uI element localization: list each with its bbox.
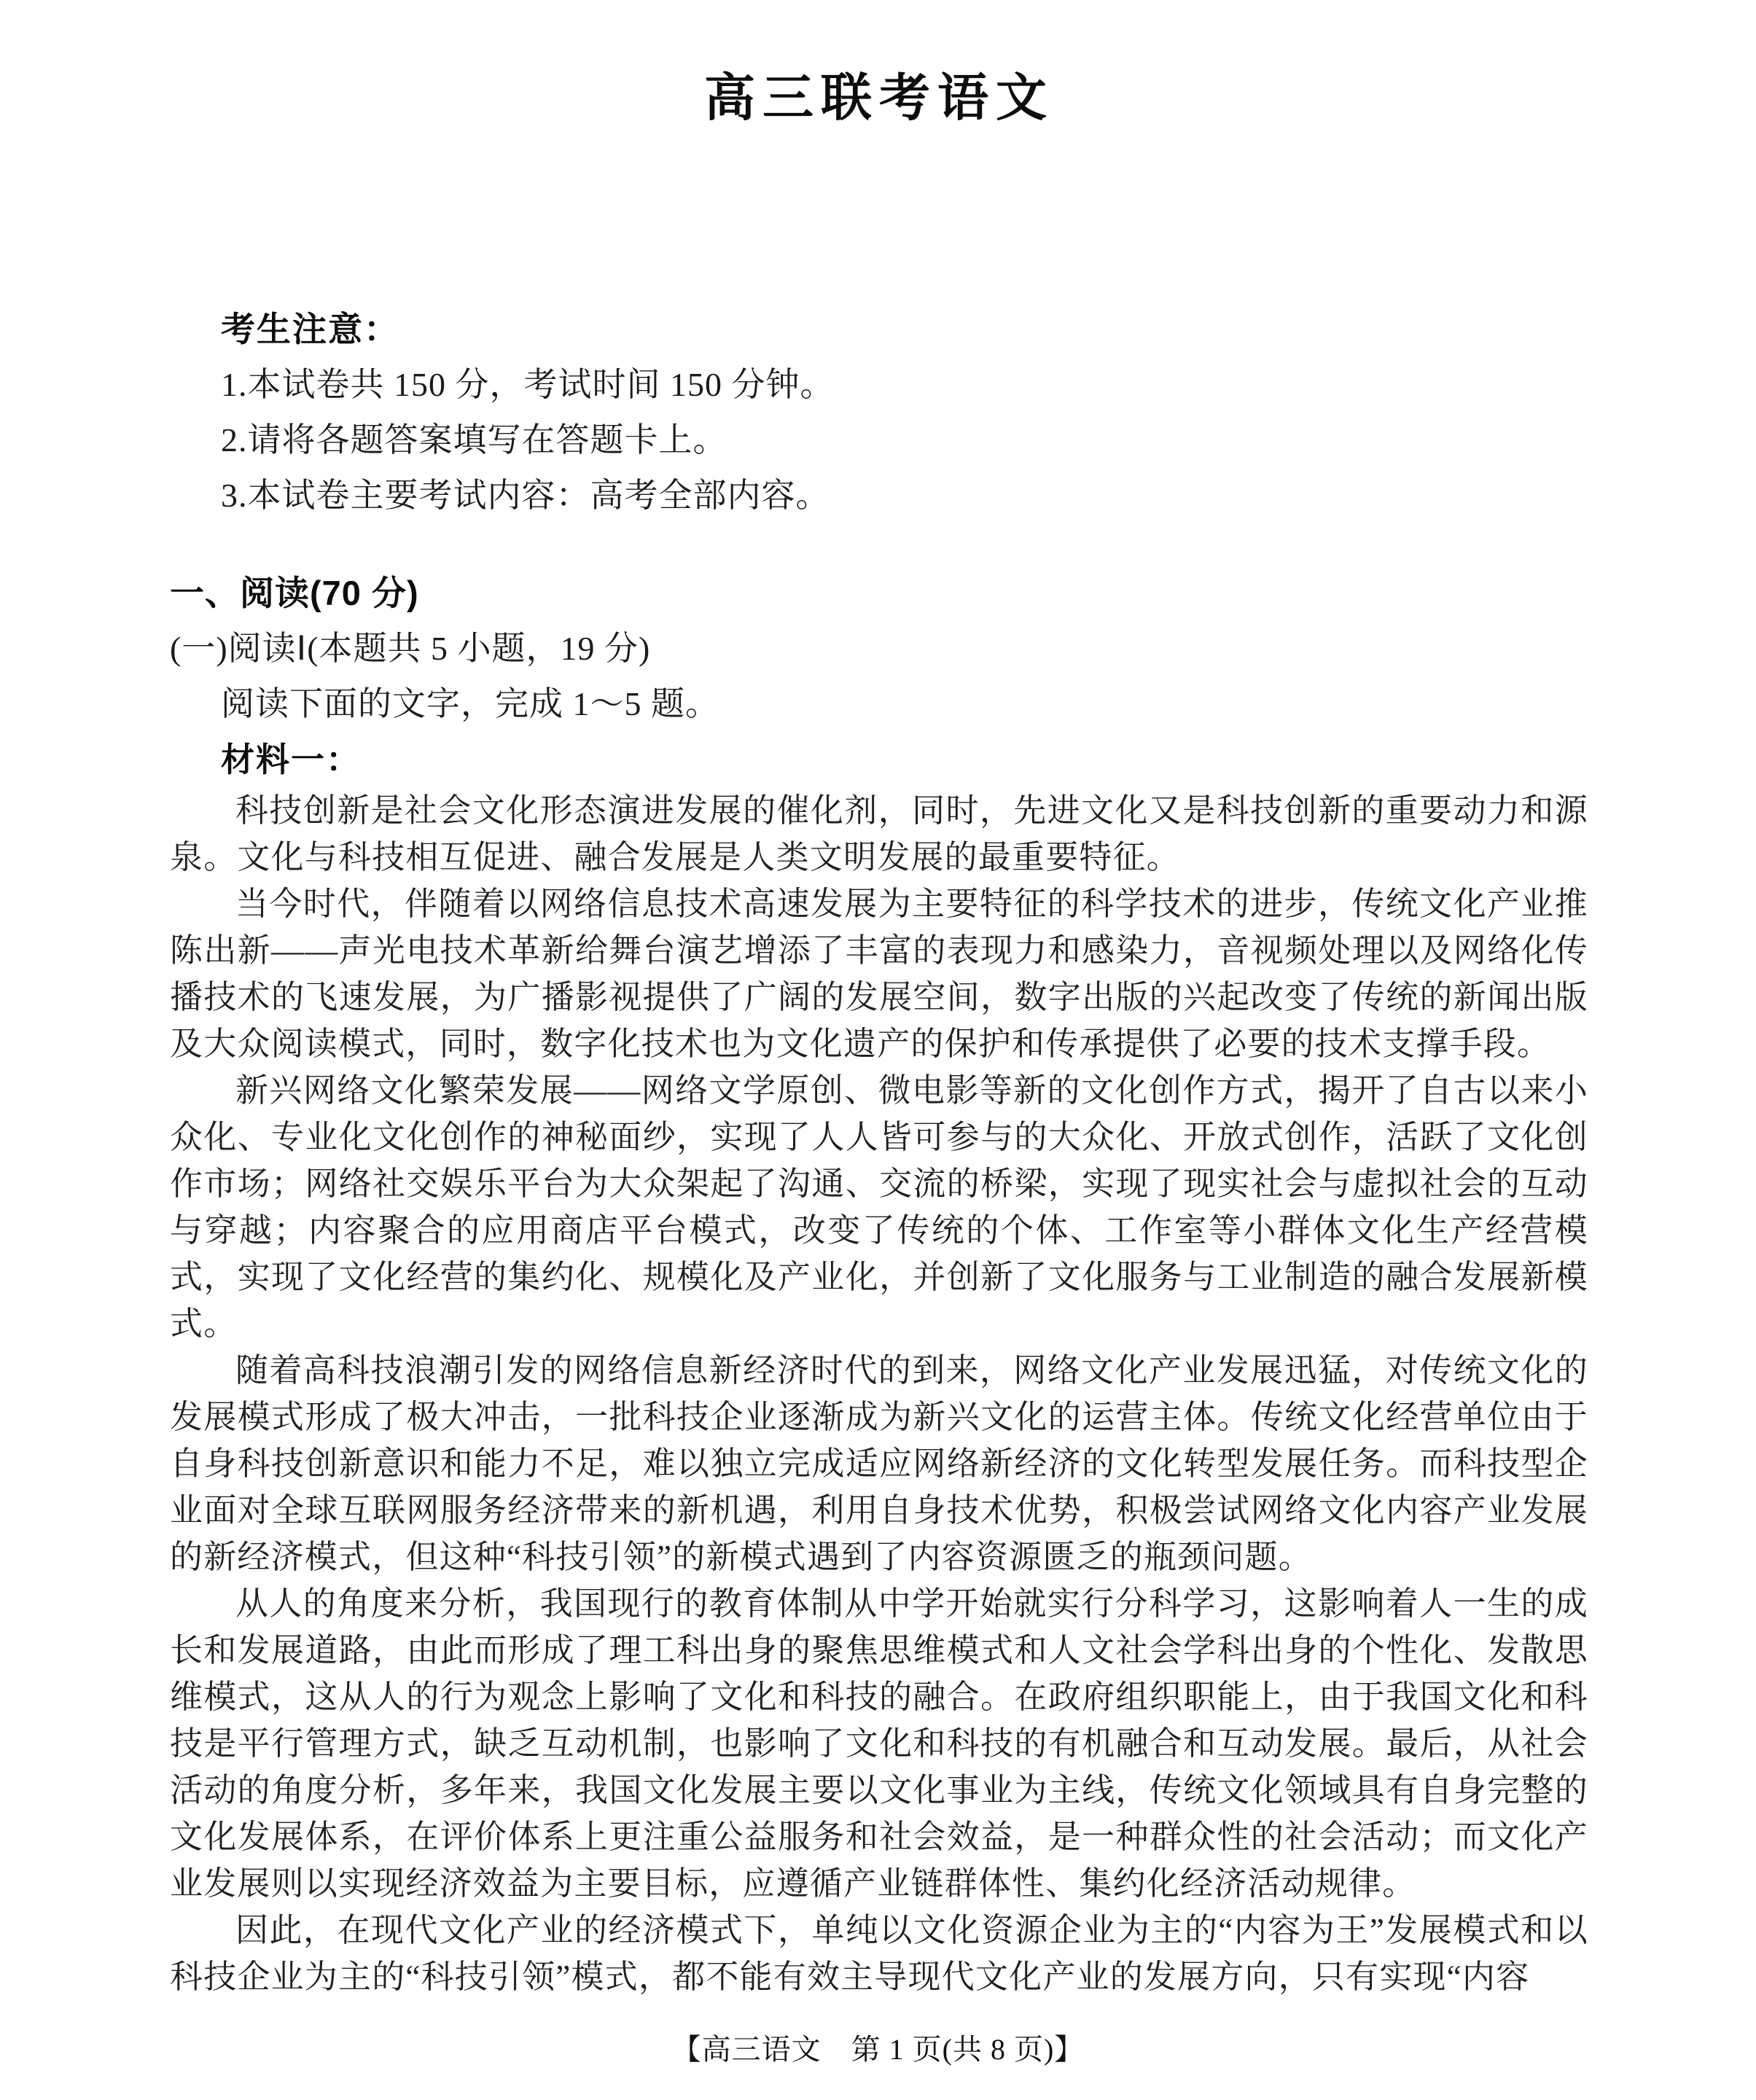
candidate-notice — [221, 302, 1588, 523]
paragraph-4: 随着高科技浪潮引发的网络信息新经济时代的到来，网络文化产业发展迅猛，对传统文化的发展模式形成了极大冲击，一批科技企业逐渐成为新兴文化的运营主体。传统文化经营单位由于自身科技创新意识和能力不足，难以独立完成适应网络新经济的文化转型发展任务。而科技型企业面对全球互联网服务经济带来的新机遇，利用自身技术优势，积极尝试网络文化内容产业发展的新经济模式，但这种“科技引领”的新模式遇到了内容资源匮乏的瓶颈问题。 — [170, 1352, 1588, 1575]
reading-instruction: 阅读下面的文字，完成 1～5 题。 — [221, 685, 719, 722]
notice-heading: 考生注意： — [221, 310, 399, 348]
notice-item-2: 2.请将各题答案填写在答题卡上。 — [221, 421, 727, 458]
paragraph-1: 科技创新是社会文化形态演进发展的催化剂，同时，先进文化又是科技创新的重要动力和源泉。文化与科技相互促进、融合发展是人类文明发展的最重要特征。 — [170, 792, 1588, 875]
paragraph-5: 从人的角度来分析，我国现行的教育体制从中学开始就实行分科学习，这影响着人一生的成长和发展道路，由此而形成了理工科出身的聚焦思维模式和人文社会学科出身的个性化、发散思维模式，这从人的行为观念上影响了文化和科技的融合。在政府组织职能上，由于我国文化和科技是平行管理方式，缺乏互动机制，也影响了文化和科技的有机融合和互动发展。最后，从社会活动的角度分析，多年来，我国文化发展主要以文化事业为主线，传统文化领域具有自身完整的文化发展体系，在评价体系上更注重公益服务和社会效益，是一种群众性的社会活动；而文化产业发展则以实现经济效益为主要目标，应遵循产业链群体性、集约化经济活动规律。 — [170, 1585, 1588, 1902]
paragraph-3: 新兴网络文化繁荣发展——网络文学原创、微电影等新的文化创作方式，揭开了自古以来小众化、专业化文化创作的神秘面纱，实现了人人皆可参与的大众化、开放式创作，活跃了文化创作市场；网络社交娱乐平台为大众架起了沟通、交流的桥梁，实现了现实社会与虚拟社会的互动与穿越；内容聚合的应用商店平台模式，改变了传统的个体、工作室等小群体文化生产经营模式，实现了文化经营的集约化、规模化及产业化，并创新了文化服务与工业制造的融合发展新模式。 — [170, 1072, 1588, 1342]
paragraph-6: 因此，在现代文化产业的经济模式下，单纯以文化资源企业为主的“内容为王”发展模式和以科技企业为主的“科技引领”模式，都不能有效主导现代文化产业的发展方向，只有实现“内容 — [170, 1912, 1588, 1995]
notice-item-3: 3.本试卷主要考试内容：高考全部内容。 — [221, 477, 830, 514]
material-one-body — [170, 787, 1588, 2000]
notice-item-1: 1.本试卷共 150 分，考试时间 150 分钟。 — [221, 366, 835, 403]
subsection-heading-reading-1: (一)阅读Ⅰ(本题共 5 小题，19 分) — [170, 630, 651, 667]
section-heading-reading: 一、阅读(70 分) — [170, 574, 419, 612]
material-one-label: 材料一： — [221, 741, 361, 778]
page-footer: 【高三语文 第 1 页(共 8 页)】 — [671, 2033, 1085, 2066]
page-title: 高三联考语文 — [704, 69, 1054, 126]
paragraph-2: 当今时代，伴随着以网络信息技术高速发展为主要特征的科学技术的进步，传统文化产业推陈出新——声光电技术革新给舞台演艺增添了丰富的表现力和感染力，音视频处理以及网络化传播技术的飞速发展，为广播影视提供了广阔的发展空间，数字出版的兴起改变了传统的新闻出版及大众阅读模式，同时，数字化技术也为文化遗产的保护和传承提供了必要的技术支撑手段。 — [170, 886, 1588, 1062]
